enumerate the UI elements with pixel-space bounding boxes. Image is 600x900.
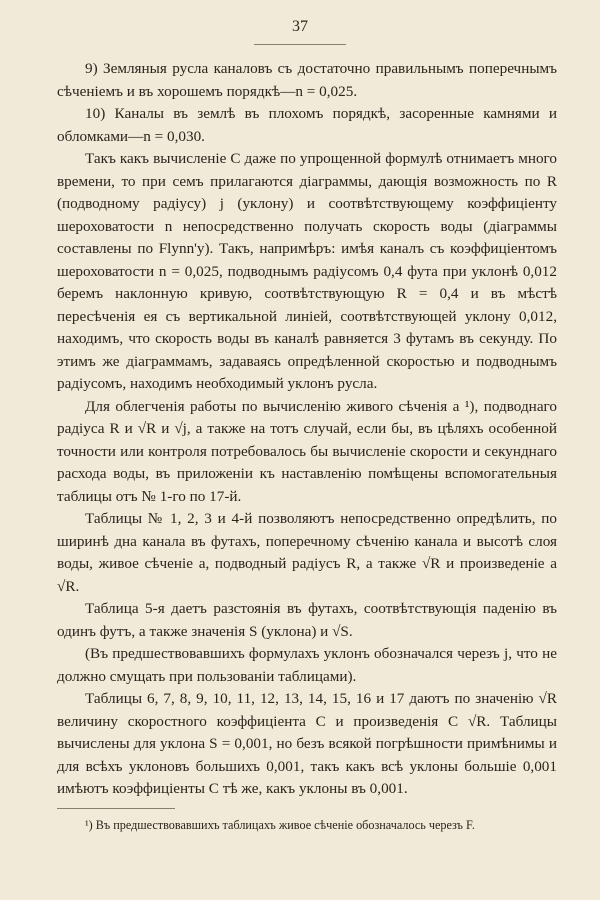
paragraph-item-9: 9) Земляныя русла каналовъ съ достаточно правильнымъ поперечнымъ сѣченіемъ и въ хорошемъ порядкѣ—n = 0,025. [57, 60, 557, 100]
paragraph-tables-6-17: Таблицы 6, 7, 8, 9, 10, 11, 12, 13, 14, 15, 16 и 17 даютъ по значенію √R величину скоростного коэффиціента C и произведенія C √R. Таблицы вычислены для уклона S = 0,001, но безъ всякой погрѣшности примѣнимы и для всѣхъ уклоновъ большихъ 0,001, такъ какъ всѣ уклоны большіе 0,001 имѣютъ коэффиціенты C тѣ же, какъ уклоны въ 0,001. [57, 690, 557, 797]
paragraph-table-5: Таблица 5-я даетъ разстоянія въ футахъ, соотвѣтствующія паденію въ одинъ футъ, а также значенія S (уклона) и √S. [57, 600, 557, 640]
header-rule [254, 44, 346, 45]
paragraph-tables-1-4: Таблицы № 1, 2, 3 и 4-й позволяютъ непосредственно опредѣлить, по ширинѣ дна канала въ футахъ, поперечному сѣченію канала и высотѣ слоя воды, живое сѣченіе a, подводный радіусъ R, а также √R и произведеніе a √R. [57, 510, 557, 595]
paragraph-diagrams: Такъ какъ вычисленіе C даже по упрощенной формулѣ отнимаетъ много времени, то при семъ прилагаются діаграммы, дающія возможность по R (подводному радіусу) j (уклону) и соотвѣтствующему коэффиціенту шероховатости n непосредственно получать скорость воды (діаграммы составлены по Flynn'y). Такъ, напримѣръ: имѣя каналъ съ коэффиціентомъ шероховатости n = 0,025, подводнымъ радіусомъ 0,4 фута при уклонѣ 0,012 беремъ наклонную кривую, соотвѣтствующую R = 0,4 и въ мѣстѣ пересѣченія ея съ вертикальной линіей, соотвѣтствующей уклону 0,012, находимъ, что скорость воды въ каналѣ равняется 3 футамъ въ секунду. По этимъ же діаграммамъ, задаваясь опредѣленной скоростью и подводнымъ радіусомъ, находимъ необходимый уклонъ русла. [57, 150, 557, 392]
paragraph-tables-intro: Для облегченія работы по вычисленію живого сѣченія a ¹), подводнаго радіуса R и √R и √j, а также на тотъ случай, если бы, въ цѣляхъ особенной точности или контроля потребовалось бы вычисленіе скорости и секунднаго расхода воды, въ приложеніи къ наставленію помѣщены вспомогательныя таблицы отъ № 1-го по 17-й. [57, 397, 557, 505]
paragraph-notation-note: (Въ предшествовавшихъ формулахъ уклонъ обозначался черезъ j, что не должно смущать при пользованіи таблицами). [57, 645, 557, 685]
body-text [57, 58, 557, 801]
paragraph-item-10: 10) Каналы въ землѣ въ плохомъ порядкѣ, засоренные камнями и обломками—n = 0,030. [57, 105, 557, 145]
footnote: ¹) Въ предшествовавшихъ таблицахъ живое сѣченіе обозначалось черезъ F. [85, 818, 475, 832]
page-number: 37 [292, 18, 308, 35]
footnote-rule [57, 808, 175, 809]
